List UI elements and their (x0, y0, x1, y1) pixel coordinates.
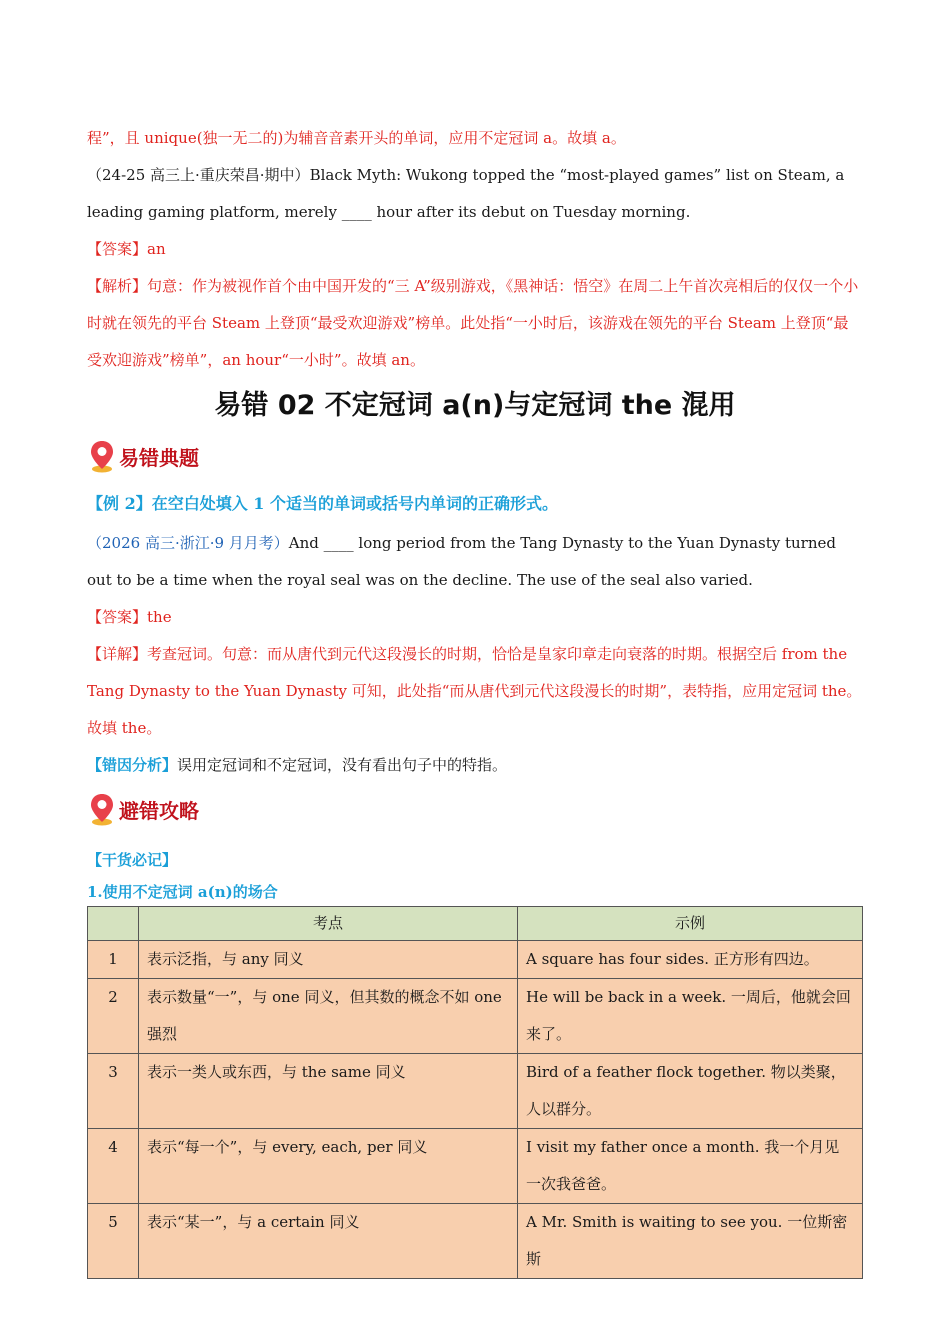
example-instruction: 在空白处填入 1 个适当的单词或括号内单词的正确形式。 (151, 494, 558, 513)
row-example: A Mr. Smith is waiting to see you. 一位斯密斯 (518, 1204, 863, 1279)
example-answer (87, 599, 863, 636)
tips-label: 【干货必记】 (87, 851, 178, 869)
error-analysis-text: 误用定冠词和不定冠词，没有看出句子中的特指。 (177, 756, 508, 774)
row-example: Bird of a feather flock together. 物以类聚，人以群分。 (518, 1054, 863, 1129)
example-answer-value: the (147, 608, 172, 626)
analysis-text: 句意：作为被视作首个由中国开发的“三 A”级别游戏，《黑神话：悟空》在周二上午首次亮相后的仅仅一个小时就在领先的平台 Steam 上登顶“最受欢迎游戏”榜单。此处指“一小时后，该游戏在领先的平台 Steam 上登顶“最受欢迎游戏”榜单”，an hour“一小时”。故填 an。 (87, 277, 859, 369)
example-question (87, 525, 863, 599)
page-title: 易错 02 不定冠词 a(n)与定冠词 the 混用 (214, 390, 736, 421)
row-number: 4 (88, 1129, 139, 1204)
table-row (88, 1054, 863, 1129)
question-source: （24-25 高三上·重庆荣昌·期中） (87, 166, 310, 184)
table-row (88, 941, 863, 979)
table-row (88, 1204, 863, 1279)
question-paragraph (87, 157, 863, 231)
error-analysis (87, 747, 863, 784)
table-row (88, 979, 863, 1054)
location-pin-icon (89, 792, 115, 826)
section-label: 易错典题 (119, 445, 199, 470)
section-heading-avoid-errors (87, 786, 863, 832)
row-number: 5 (88, 1204, 139, 1279)
indefinite-article-table (87, 906, 863, 1279)
row-point: 表示“某一”，与 a certain 同义 (139, 1204, 518, 1279)
analysis-paragraph (87, 268, 863, 379)
table-header-example: 示例 (518, 907, 863, 941)
example-text: And ____ long period from the Tang Dynasty to the Yuan Dynasty turned out to be a time when the royal seal was on the decline. The use of the seal also varied. (87, 534, 836, 589)
row-example: I visit my father once a month. 我一个月见一次我爸爸。 (518, 1129, 863, 1204)
example-answer-label: 【答案】 (87, 608, 148, 626)
row-example: A square has four sides. 正方形有四边。 (518, 941, 863, 979)
example-heading (87, 483, 863, 525)
row-point: 表示泛指，与 any 同义 (139, 941, 518, 979)
row-example: He will be back in a week. 一周后，他就会回来了。 (518, 979, 863, 1054)
analysis-label: 【解析】 (87, 277, 148, 295)
table-header-number (88, 907, 139, 941)
example-detail-label: 【详解】 (87, 645, 148, 663)
section-heading-typical-errors (87, 433, 863, 479)
row-number: 1 (88, 941, 139, 979)
question-text: Black Myth: Wukong topped the “most-played games” list on Steam, a leading gaming platform, merely ____ hour after its debut on Tuesday morning. (87, 166, 845, 221)
row-number: 2 (88, 979, 139, 1054)
example-detail-text: 考查冠词。句意：而从唐代到元代这段漫长的时期，恰恰是皇家印章走向衰落的时期。根据空后 from the Tang Dynasty to the Yuan Dynasty 可知，此处指“而从唐代到元代这段漫长的时期”，表特指，应用定冠词 the。故填 the。 (87, 645, 862, 737)
table-row (88, 1129, 863, 1204)
tips-subheading: 1.使用不定冠词 a(n)的场合 (87, 883, 278, 901)
row-point: 表示“每一个”，与 every, each, per 同义 (139, 1129, 518, 1204)
row-number: 3 (88, 1054, 139, 1129)
example-detail (87, 636, 863, 747)
row-point: 表示一类人或东西，与 the same 同义 (139, 1054, 518, 1129)
example-label: 【例 2】 (87, 494, 152, 513)
answer-value: an (147, 240, 166, 258)
table-header-point: 考点 (139, 907, 518, 941)
table-header-row (88, 907, 863, 941)
location-pin-icon (89, 439, 115, 473)
answer-label: 【答案】 (87, 240, 148, 258)
error-analysis-label: 【错因分析】 (87, 756, 178, 774)
section-label: 避错攻略 (119, 798, 199, 823)
page-content (87, 120, 863, 1279)
row-point: 表示数量“一”，与 one 同义，但其数的概念不如 one 强烈 (139, 979, 518, 1054)
answer-line (87, 231, 863, 268)
example-source: （2026 高三·浙江·9 月月考） (87, 534, 289, 552)
previous-analysis-continuation: 程”，且 unique(独一无二的)为辅音音素开头的单词，应用不定冠词 a。故填 a。 (87, 129, 626, 147)
